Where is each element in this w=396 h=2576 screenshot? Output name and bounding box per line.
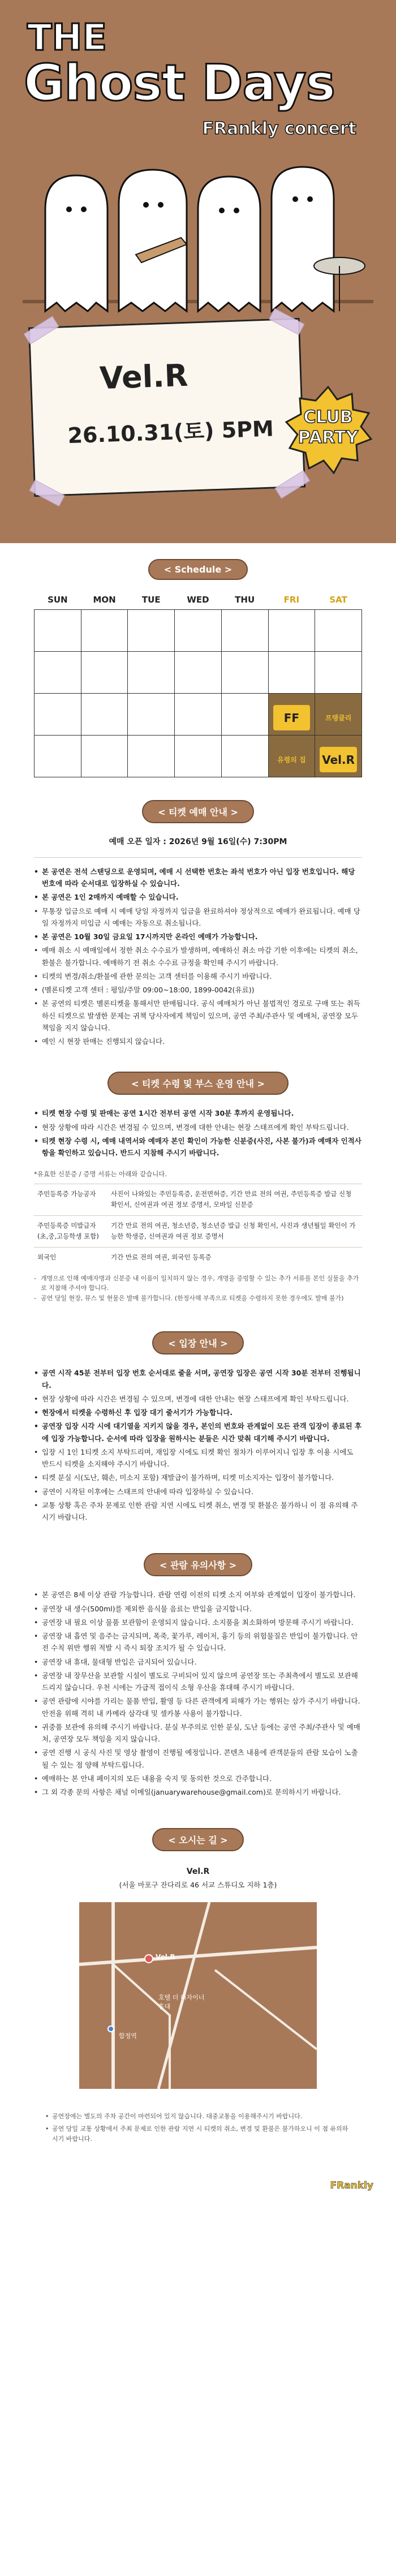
- list-item: • 티켓 현장 수령 시, 예매 내역서와 예매자 본인 확인이 가능한 신분증(사진, 사본 불가)과 예매자 인적사항을 확인하고 있습니다. 반드시 지참해 주시기 바랍니다.: [34, 1135, 362, 1159]
- day-wed: WED: [187, 595, 209, 605]
- id-table: [34, 1184, 362, 1268]
- badge-line-1: CLUB: [303, 407, 353, 427]
- event-ghost-house: 유령의 집: [277, 756, 306, 764]
- list-item: • 공연 관람에 시야를 가리는 물품 반입, 활영 등 다른 관객에게 피해가 가는 행위는 삼가 주시기 바랍니다. 안전을 위해 격히 내 카메라 삼각대 및 셀카봉 사용이 불가합니다.: [34, 1695, 362, 1719]
- list-item: • 그 외 각종 문의 사항은 채널 이메일(januarywarehouse@gmail.com)로 문의하시기 바랍니다.: [34, 1786, 362, 1798]
- list-item: • 티켓의 변경/취소/환불에 관한 문의는 고객 센터를 이용해 주시기 바랍니다.: [34, 970, 362, 982]
- poster-title-the: THE: [27, 17, 107, 59]
- table-row: [34, 1184, 362, 1215]
- calendar-cell: [221, 652, 268, 694]
- id-type: 주민등록증 가능공자: [34, 1184, 107, 1215]
- day-sun: SUN: [48, 595, 68, 605]
- ticket-header: [0, 777, 396, 836]
- calendar-cell: [175, 610, 222, 652]
- list-item: • 본 공연의 티켓은 멜론티켓을 통해서만 판매됩니다. 공식 예매처가 아닌 불법적인 경로로 구매 또는 취득하신 티켓으로 발생한 문제는 귀책 당사자에게 책임이 있으며, 공연 주최/주관사 및 예매처, 공연장 모두 책임을 지지 않습니다.: [34, 997, 362, 1034]
- calendar-cell: [35, 736, 81, 777]
- location-header: [0, 1800, 396, 1864]
- map-hotel-label: 호텔 더 디자이너 홍대: [158, 1994, 205, 2011]
- list-item: • 무통장 입금으로 예매 시 예매 당일 자정까지 입금을 완료하셔야 정상적으로 예매가 완료됩니다. 예매 당일 자정까지 미입금 시 예매는 자동으로 취소됩니다.: [34, 905, 362, 930]
- id-docs: 기간 만료 전의 여권, 청소년증, 청소년증 발급 신청 확인서, 사진과 생년월일 확인이 가능한 학생증, 신여권과 여권 정보 증명서: [107, 1215, 362, 1247]
- calendar-week: [35, 652, 362, 694]
- day-fri: FRI: [283, 595, 300, 605]
- list-item: • 현장 상황에 따라 시간은 변경될 수 있으며, 변경에 대한 안내는 현장 스태프에게 확인 부탁드립니다.: [34, 1393, 362, 1405]
- list-item: • 현장에서 티켓을 수령하신 후 입장 대기 줄서기가 가능합니다.: [34, 1407, 362, 1418]
- list-item: • 공연장 내 휴대, 물대형 반입은 금지되어 있습니다.: [34, 1656, 362, 1668]
- location-pill: < 오시는 길 >: [152, 1828, 243, 1851]
- caution-section: [0, 1589, 396, 1798]
- calendar-cell: [81, 736, 128, 777]
- entry-header: [0, 1303, 396, 1367]
- map-station-label: 합정역: [119, 2032, 137, 2040]
- list-item: • 입장 시 1인 1티켓 소지 부탁드리며, 재입장 시에도 티켓 확인 절차가 이루어지니 입장 후 이용 시에도 반드시 티켓을 소지해야 주시기 바랍니다.: [34, 1446, 362, 1470]
- list-item: • 본 공연은 8세 이상 관람 가능합니다. 관람 연령 이전의 티켓 소지 여부와 관계없이 입장이 불가합니다.: [34, 1589, 362, 1601]
- footer-note: • 공연장에는 별도의 주차 공간이 마련되어 있지 않습니다. 대중교통을 이용해주시기 바랍니다.: [45, 2111, 351, 2122]
- list-item: • 공연장 내 필요 이상 물품 보관함이 운영되지 않습니다. 소지품을 최소화하여 방문해 주시기 바랍니다.: [34, 1616, 362, 1628]
- footer-notes: [0, 2111, 396, 2144]
- calendar-cell: [315, 610, 362, 652]
- poster-subtitle: FRankly concert: [202, 119, 356, 139]
- footer: [0, 2146, 396, 2208]
- calendar-cell: [268, 610, 315, 652]
- caution-header: [0, 1525, 396, 1589]
- list-item: • 티켓 분실 시(도난, 훼손, 미소지 포함) 재발급이 불가하며, 티켓 미소지자는 입장이 불가합니다.: [34, 1472, 362, 1483]
- club-party-badge: [283, 385, 373, 475]
- day-mon: MON: [93, 595, 116, 605]
- poster-title-main: Ghost Days: [24, 54, 335, 112]
- ticket-open-date: 예매 오픈 일자 : 2026년 9월 16일(수) 7:30PM: [109, 837, 287, 846]
- venue-address: (서울 마포구 잔다리로 46 서교 스튜디오 지하 1층): [119, 1881, 277, 1890]
- event-ff: FF: [273, 705, 311, 730]
- calendar-cell: [35, 652, 81, 694]
- list-item: • 공연이 시작된 이후에는 스태프의 안내에 따라 입장하실 수 있습니다.: [34, 1486, 362, 1498]
- checkin-list: [34, 1107, 362, 1159]
- calendar-cell: [268, 652, 315, 694]
- entry-list: [34, 1367, 362, 1523]
- calendar-cell: [221, 694, 268, 736]
- calendar-cell-vel: [315, 736, 362, 777]
- day-sat: SAT: [329, 595, 347, 605]
- ghost-band-illustration: [23, 141, 373, 322]
- id-type: 외국인: [34, 1248, 107, 1268]
- poster-datetime: 26.10.31(토) 5PM: [67, 416, 274, 449]
- calendar-cell: [35, 694, 81, 736]
- schedule-header: [0, 543, 396, 592]
- list-item: • 공연 시작 45분 전부터 입장 번호 순서대로 줄을 서며, 공연장 입장은 공연 시작 30분 전부터 진행됩니다.: [34, 1367, 362, 1391]
- ticket-section: [0, 836, 396, 1047]
- calendar-cell-frankly: [315, 694, 362, 736]
- list-item: • 귀중품 보관에 유의해 주시기 바랍니다. 분실 부주의로 인한 분실, 도난 등에는 공연 주최/주관사 및 예매처, 공연장 모두 책임을 지지 않습니다.: [34, 1721, 362, 1745]
- calendar-cell: [175, 694, 222, 736]
- calendar-cell-ghost: [268, 736, 315, 777]
- list-item: • 예매하는 본 안내 페이지의 모든 내용을 숙지 및 동의한 것으로 간주합니다.: [34, 1773, 362, 1784]
- event-vel-r: Vel.R: [320, 747, 357, 772]
- calendar-cell: [128, 610, 175, 652]
- map-venue-label: Vel.R: [156, 1953, 175, 1962]
- list-item: • 본 공연은 전석 스탠딩으로 운영되며, 예매 시 선택한 번호는 좌석 번호가 아닌 입장 번호입니다. 해당 번호에 따라 순서대로 입장하실 수 있습니다.: [34, 866, 362, 890]
- schedule-calendar: [34, 592, 362, 777]
- calendar-week: [35, 736, 362, 777]
- list-item: • 교통 상황 혹은 주차 문제로 인한 관람 지연 시에도 티켓 취소, 변경 및 환불은 불가하니 이 점 유의해 주시기 바랍니다.: [34, 1499, 362, 1524]
- list-item: • 현장 상황에 따라 시간은 변경될 수 있으며, 변경에 대한 안내는 현장 스태프에게 확인 부탁드립니다.: [34, 1121, 362, 1133]
- sub-note: - 개명으로 인해 예매자명과 신분증 내 이름이 일치하지 않는 경우, 개명을 증빙할 수 있는 추가 서류를 본인 실물을 추가로 지참해 주셔야 합니다.: [34, 1274, 362, 1293]
- list-item: • 공연장 내 장무산을 보관할 시설이 별도로 구비되어 있지 않으며 공연장 또는 주최측에서 별도로 보관해 드리지 않습니다. 우천 시에는 가급적 접이식 소형 우산을 휴대해 주시기 바랍니다.: [34, 1670, 362, 1694]
- caution-pill: < 관람 유의사항 >: [144, 1553, 252, 1576]
- tape-bottom-left: [29, 480, 65, 507]
- list-item: • 본 공연은 1인 2매까지 예매할 수 있습니다.: [34, 891, 362, 903]
- table-row: [34, 1215, 362, 1247]
- calendar-cell: [221, 610, 268, 652]
- list-item: • 예인 시 현장 판매는 진행되지 않습니다.: [34, 1035, 362, 1047]
- calendar-cell: [128, 736, 175, 777]
- id-note: *유효한 신분증 / 증명 서류는 아래와 같습니다.: [34, 1170, 167, 1179]
- list-item: • 공연 진행 시 공식 사진 및 영상 촬영이 진행될 예정입니다. 콘텐츠 내용에 관객분들의 관람 모습이 노출될 수 있는 점 양해 부탁드립니다.: [34, 1747, 362, 1771]
- calendar-day-header: [35, 592, 362, 610]
- location-map[interactable]: [79, 1902, 317, 2089]
- venue-name: Vel.R: [186, 1867, 210, 1877]
- footer-note: • 공연 당일 교통 상황에서 주최 문제로 인한 관람 지연 시 티켓의 취소, 변경 및 환불은 불가하오니 이 점 유의하시기 바랍니다.: [45, 2124, 351, 2144]
- poster-board: [28, 318, 305, 497]
- calendar-week: [35, 694, 362, 736]
- calendar-cell: [81, 694, 128, 736]
- caution-list: [34, 1589, 362, 1798]
- calendar-cell: [175, 652, 222, 694]
- list-item: • 공연장 내 생수(500ml)를 제외한 음식물 음료는 반입을 금지합니다.: [34, 1603, 362, 1615]
- ticket-pill: < 티켓 예매 안내 >: [142, 800, 254, 823]
- id-type: 주민등록증 미발급자 (초,중,고등학생 포함): [34, 1215, 107, 1247]
- ticket-list: [34, 866, 362, 1048]
- calendar-cell: [81, 610, 128, 652]
- calendar-cell-ff: [268, 694, 315, 736]
- calendar-cell: [128, 694, 175, 736]
- entry-section: [0, 1367, 396, 1523]
- brand-logo: FRankly: [330, 2180, 373, 2192]
- poster-artist: Vel.R: [99, 357, 189, 397]
- day-thu: THU: [235, 595, 255, 605]
- calendar-cell: [175, 736, 222, 777]
- calendar-cell: [221, 736, 268, 777]
- calendar-cell: [315, 652, 362, 694]
- id-docs: 사진이 나와있는 주민등록증, 운전면허증, 기간 만료 전의 여권, 주민등록증 발급 신청 확인서, 신여권과 여권 정보 증명서, 모바일 신분증: [107, 1184, 362, 1215]
- calendar-cell: [35, 610, 81, 652]
- checkin-pill: < 티켓 수령 및 부스 운영 안내 >: [107, 1072, 289, 1095]
- checkin-section: [0, 1107, 396, 1303]
- id-sub-notes: [34, 1274, 362, 1304]
- list-item: • 예매 취소 시 예매일에서 정한 취소 수수료가 발생하며, 예매하신 취소 마감 기한 이후에는 티켓의 취소, 환불은 불가합니다. 예매하기 전 취소 수수료 규정을 확인해 주시기 바랍니다.: [34, 944, 362, 969]
- list-item: • 공연장 내 흡연 및 음주는 금지되며, 폭죽, 꽃가루, 레이저, 흉기 등의 위험물질은 반입이 불가합니다. 안전 수칙 위반 행위 적발 시 즉시 퇴장 조치가 될 수 있습니다.: [34, 1630, 362, 1654]
- divider: [34, 857, 362, 858]
- calendar-week: [35, 610, 362, 652]
- list-item: • 본 공연은 10월 30일 금요일 17시까지만 온라인 예매가 가능합니다.: [34, 931, 362, 943]
- calendar-cell: [81, 652, 128, 694]
- concert-poster: [0, 0, 396, 543]
- list-item: • (멜론티켓 고객 센터 : 평일/주말 09:00~18:00, 1899-0042(유료)): [34, 984, 362, 996]
- calendar-cell: [128, 652, 175, 694]
- list-item: • 티켓 현장 수령 및 판매는 공연 1시간 전부터 공연 시작 30분 후까지 운영됩니다.: [34, 1107, 362, 1119]
- entry-pill: < 입장 안내 >: [152, 1331, 243, 1354]
- id-docs: 기간 만료 전의 여권, 외국인 등록증: [107, 1248, 362, 1268]
- event-frankly: 프랭클리: [325, 714, 352, 722]
- day-tue: TUE: [141, 595, 161, 605]
- table-row: [34, 1248, 362, 1268]
- checkin-header: [0, 1049, 396, 1107]
- sub-note: - 공연 당일 현장, 뮤스 및 현물은 발매 불가합니다. (한정사해 부족으로 티켓을 수령하지 못한 경우에도 발매 불가): [34, 1293, 362, 1304]
- list-item: • 공연장 입장 시각 시에 대기열을 지키지 않을 경우, 본인의 번호와 관계없이 모든 관객 입장이 종료된 후에 입장 가능합니다. 순서에 따라 입장을 원하시는 분들은 시간 맞춰 대기해 주시기 바랍니다.: [34, 1420, 362, 1444]
- badge-line-2: PARTY: [298, 428, 359, 448]
- schedule-pill: < Schedule >: [148, 559, 248, 580]
